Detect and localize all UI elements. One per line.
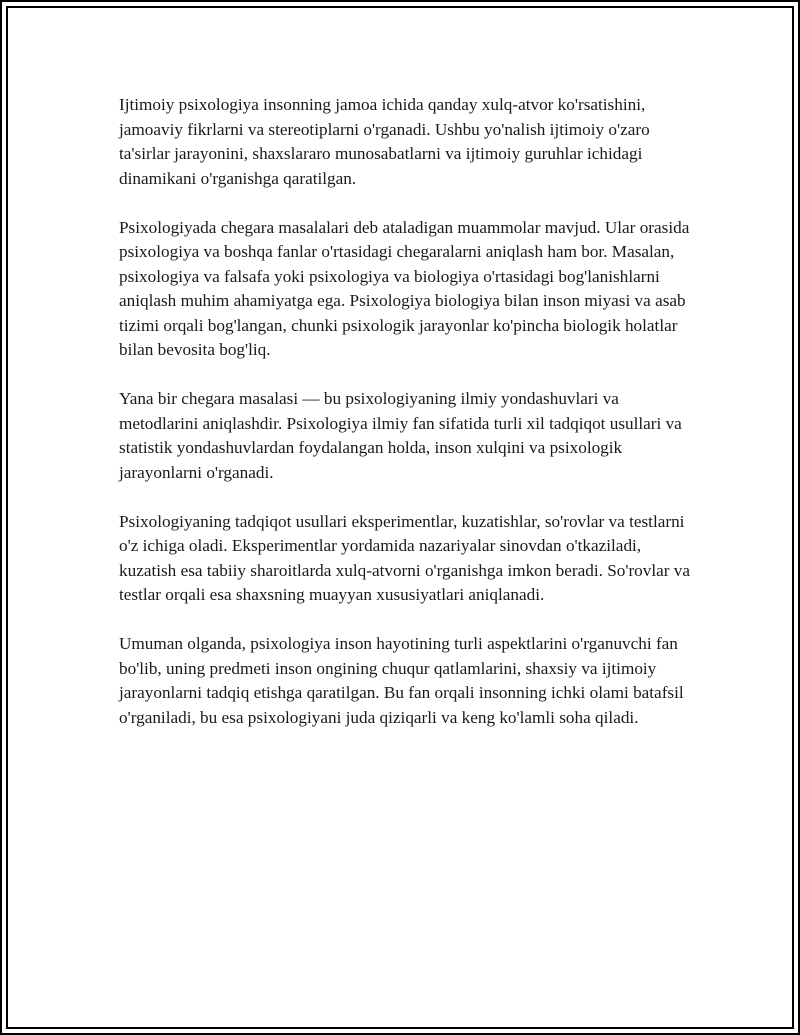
paragraph-social-psychology: Ijtimoiy psixologiya insonning jamoa ichida qanday xulq-atvor ko'rsatishini, jamoaviy fikrlarni va stereotiplarni o'rganadi. Ushbu yo'nalish ijtimoiy o'zaro ta'sirlar jarayonini, shaxslararo munosabatlarni va ijtimoiy guruhlar ichidagi dinamikani o'rganishga qaratilgan.: [119, 95, 650, 188]
paragraph-research-methods: Psixologiyaning tadqiqot usullari eksperimentlar, kuzatishlar, so'rovlar va testlarni o'z ichiga oladi. Eksperimentlar yordamida nazariyalar sinovdan o'tkaziladi, kuzatish esa tabiiy sharoitlarda xulq-atvorni o'rganishga imkon beradi. So'rovlar va testlar orqali esa shaxsning muayyan xususiyatlari aniqlanadi.: [119, 511, 691, 604]
paragraph-boundary-issues: Psixologiyada chegara masalalari deb ataladigan muammolar mavjud. Ular orasida psixologiya va boshqa fanlar o'rtasidagi chegaralarni aniqlash ham bor. Masalan, psixologiya va falsafa yoki psixologiya va biologiya o'rtasidagi bog'lanishlarni aniqlash muhim ahamiyatga ega. Psixologiya biologiya bilan inson miyasi va asab tizimi orqali bog'langan, chunki psixologik jarayonlar ko'pincha biologik holatlar bilan bevosita bog'liq.: [119, 217, 690, 359]
paragraph-scientific-methods: Yana bir chegara masalasi — bu psixologiyaning ilmiy yondashuvlari va metodlarini aniqlashdir. Psixologiya ilmiy fan sifatida turli xil tadqiqot usullari va statistik yondashuvlardan foydalangan holda, inson xulqini va psixologik jarayonlarni o'rganadi.: [119, 389, 682, 482]
document-body: [119, 93, 699, 755]
paragraph-conclusion: Umuman olganda, psixologiya inson hayotining turli aspektlarini o'rganuvchi fan bo'lib, uning predmeti inson ongining chuqur qatlamlarini, shaxsiy va ijtimoiy jarayonlarni tadqiq etishga qaratilgan. Bu fan orqali insonning ichki olami batafsil o'rganiladi, bu esa psixologiyani juda qiziqarli va keng ko'lamli soha qiladi.: [119, 634, 684, 727]
